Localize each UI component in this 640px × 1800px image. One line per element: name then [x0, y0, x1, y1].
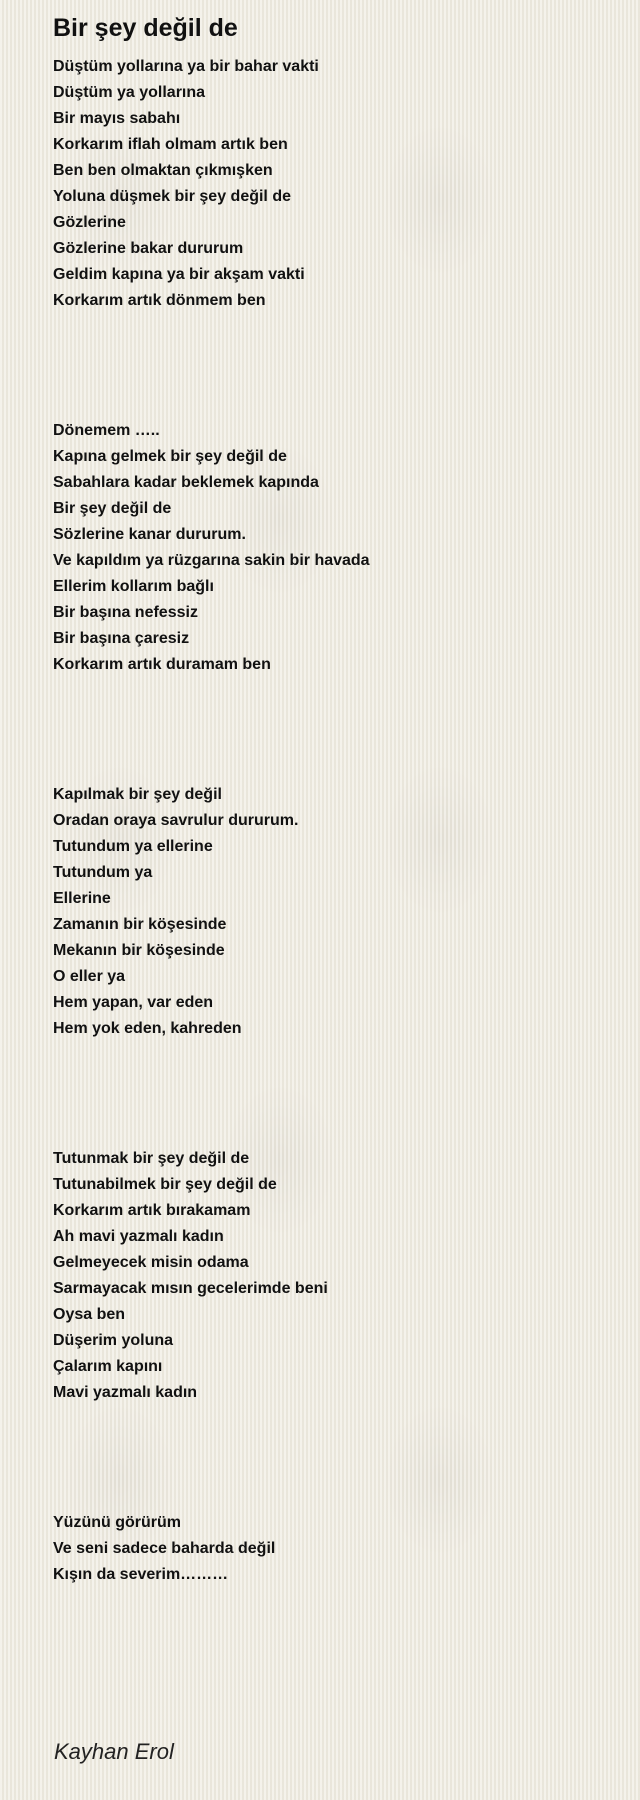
poem-line: O eller ya: [53, 968, 126, 985]
poem-line: Oysa ben: [53, 1306, 126, 1323]
poem-line: Sözlerine kanar dururum.: [53, 526, 246, 543]
stanza-1: [53, 54, 613, 314]
author-name: Kayhan Erol: [54, 1739, 174, 1764]
poem-line: Tutundum ya ellerine: [53, 838, 213, 855]
poem-title: Bir şey değil de: [53, 14, 238, 42]
poem-line: Zamanın bir köşesinde: [53, 916, 227, 933]
poem-line: Gözlerine bakar dururum: [53, 240, 244, 257]
poem-line: Hem yapan, var eden: [53, 994, 214, 1011]
poem-page: [53, 10, 613, 1588]
poem-line: Yoluna düşmek bir şey değil de: [53, 188, 291, 205]
poem-line: Düştüm ya yollarına: [53, 84, 206, 101]
poem-line: Ben ben olmaktan çıkmışken: [53, 162, 273, 179]
poem-line: Tutundum ya: [53, 864, 153, 881]
poem-line: Korkarım artık duramam ben: [53, 656, 271, 673]
poem-line: Bir başına çaresiz: [53, 630, 190, 647]
poem-line: Oradan oraya savrulur dururum.: [53, 812, 299, 829]
poem-line: Sabahlara kadar beklemek kapında: [53, 474, 319, 491]
poem-line: Tutunabilmek bir şey değil de: [53, 1176, 277, 1193]
poem-line: Geldim kapına ya bir akşam vakti: [53, 266, 305, 283]
poem-line: Ellerine: [53, 890, 111, 907]
poem-line: Kapılmak bir şey değil: [53, 786, 222, 803]
poem-line: Ellerim kollarım bağlı: [53, 578, 214, 595]
poem-line: Bir mayıs sabahı: [53, 110, 181, 127]
poem-line: Dönemem …..: [53, 422, 160, 439]
poem-line: Kapına gelmek bir şey değil de: [53, 448, 287, 465]
poem-line: Mekanın bir köşesinde: [53, 942, 225, 959]
poem-line: Sarmayacak mısın gecelerimde beni: [53, 1280, 328, 1297]
poem-line: Tutunmak bir şey değil de: [53, 1150, 250, 1167]
poem-line: Düşerim yoluna: [53, 1332, 174, 1349]
poem-line: Yüzünü görürüm: [53, 1514, 181, 1531]
poem-line: Mavi yazmalı kadın: [53, 1384, 198, 1401]
stanza-2: [53, 418, 613, 678]
poem-line: Korkarım iflah olmam artık ben: [53, 136, 288, 153]
stanza-5: [53, 1510, 613, 1588]
poem-line: Gözlerine: [53, 214, 126, 231]
poem-line: Ve seni sadece baharda değil: [53, 1540, 276, 1557]
stanza-4: [53, 1146, 613, 1406]
poem-line: Korkarım artık bırakamam: [53, 1202, 251, 1219]
poem-line: Bir başına nefessiz: [53, 604, 198, 621]
poem-line: Bir şey değil de: [53, 500, 172, 517]
poem-body: [53, 54, 613, 1588]
poem-line: Ah mavi yazmalı kadın: [53, 1228, 224, 1245]
poem-line: Korkarım artık dönmem ben: [53, 292, 266, 309]
poem-line: Kışın da severim………: [53, 1566, 229, 1583]
poem-line: Gelmeyecek misin odama: [53, 1254, 249, 1271]
poem-line: Hem yok eden, kahreden: [53, 1020, 242, 1037]
poem-line: Düştüm yollarına ya bir bahar vakti: [53, 58, 319, 75]
stanza-3: [53, 782, 613, 1042]
poem-line: Çalarım kapını: [53, 1358, 163, 1375]
poem-line: Ve kapıldım ya rüzgarına sakin bir havada: [53, 552, 370, 569]
